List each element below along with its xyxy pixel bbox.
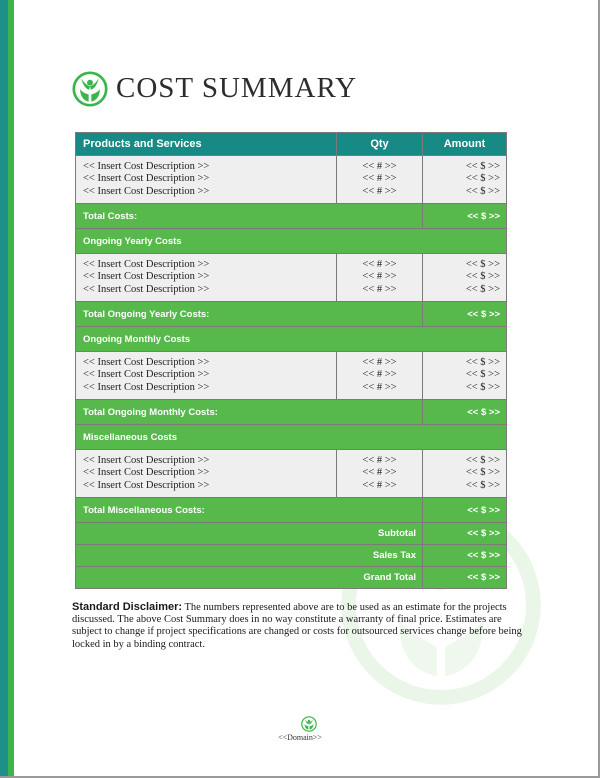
grand-total-row	[76, 567, 507, 589]
section-title: Ongoing Yearly Costs	[76, 229, 507, 254]
disclaimer-label: Standard Disclaimer:	[72, 601, 183, 613]
item-amount: << $ >>	[465, 283, 500, 295]
subtotal-label: Subtotal	[76, 523, 423, 545]
item-qty: << # >>	[362, 357, 397, 369]
sales-tax-label: Sales Tax	[76, 545, 423, 567]
total-label: Total Ongoing Yearly Costs:	[76, 302, 423, 327]
description-cell	[76, 156, 337, 204]
left-edge-accent	[8, 0, 14, 778]
item-qty: << # >>	[362, 259, 397, 271]
item-description: << Insert Cost Description >>	[83, 381, 210, 393]
item-description: << Insert Cost Description >>	[83, 259, 210, 271]
amount-cell	[423, 254, 507, 302]
total-label: Total Ongoing Monthly Costs:	[76, 400, 423, 425]
qty-cell	[337, 450, 423, 498]
total-label: Total Miscellaneous Costs:	[76, 498, 423, 523]
item-amount: << $ >>	[465, 357, 500, 369]
grand-total-label: Grand Total	[76, 567, 423, 589]
item-description: << Insert Cost Description >>	[83, 161, 210, 173]
total-costs-row	[76, 204, 507, 229]
subtotal-row	[76, 523, 507, 545]
header-qty: Qty	[337, 133, 423, 156]
total-label: Total Costs:	[76, 204, 423, 229]
section-header-row	[76, 229, 507, 254]
item-qty: << # >>	[362, 173, 397, 185]
description-cell	[76, 352, 337, 400]
item-qty: << # >>	[362, 271, 397, 283]
item-amount: << $ >>	[465, 185, 500, 197]
item-description: << Insert Cost Description >>	[83, 467, 210, 479]
qty-cell	[337, 156, 423, 204]
total-value: << $ >>	[423, 204, 507, 229]
section-title: Miscellaneous Costs	[76, 425, 507, 450]
cost-items-row	[76, 254, 507, 302]
amount-cell	[423, 450, 507, 498]
item-description: << Insert Cost Description >>	[83, 271, 210, 283]
section-title: Ongoing Monthly Costs	[76, 327, 507, 352]
description-cell	[76, 450, 337, 498]
item-amount: << $ >>	[465, 479, 500, 491]
item-qty: << # >>	[362, 479, 397, 491]
item-amount: << $ >>	[465, 161, 500, 173]
item-qty: << # >>	[362, 455, 397, 467]
item-amount: << $ >>	[465, 455, 500, 467]
company-logo-icon	[72, 71, 108, 107]
item-qty: << # >>	[362, 467, 397, 479]
item-description: << Insert Cost Description >>	[83, 357, 210, 369]
cost-items-row	[76, 156, 507, 204]
header-products-services: Products and Services	[76, 133, 337, 156]
cost-summary-table	[75, 132, 507, 589]
section-header-row	[76, 425, 507, 450]
item-amount: << $ >>	[465, 173, 500, 185]
item-amount: << $ >>	[465, 271, 500, 283]
item-qty: << # >>	[362, 185, 397, 197]
item-description: << Insert Cost Description >>	[83, 173, 210, 185]
item-qty: << # >>	[362, 381, 397, 393]
qty-cell	[337, 352, 423, 400]
item-description: << Insert Cost Description >>	[83, 369, 210, 381]
footer-domain: <<Domain>>	[278, 733, 322, 742]
item-qty: << # >>	[362, 161, 397, 173]
page-title: COST SUMMARY	[116, 72, 358, 104]
amount-cell	[423, 352, 507, 400]
cost-items-row	[76, 450, 507, 498]
sales-tax-value: << $ >>	[423, 545, 507, 567]
amount-cell	[423, 156, 507, 204]
total-miscellaneous-row	[76, 498, 507, 523]
qty-cell	[337, 254, 423, 302]
item-description: << Insert Cost Description >>	[83, 479, 210, 491]
item-amount: << $ >>	[465, 259, 500, 271]
total-monthly-row	[76, 400, 507, 425]
item-description: << Insert Cost Description >>	[83, 455, 210, 467]
table-header-row	[76, 133, 507, 156]
disclaimer-text: The numbers represented above are to be used as an estimate for the projects discussed. The above Cost Summary does in no way constitute a warranty of final price. Estimates are subject to change if project specifications are changed or costs for outsourced services change before being locked in by a binding contract.	[72, 602, 522, 650]
total-value: << $ >>	[423, 400, 507, 425]
item-description: << Insert Cost Description >>	[83, 283, 210, 295]
item-qty: << # >>	[362, 283, 397, 295]
item-amount: << $ >>	[465, 467, 500, 479]
total-yearly-row	[76, 302, 507, 327]
total-value: << $ >>	[423, 302, 507, 327]
sales-tax-row	[76, 545, 507, 567]
cost-items-row	[76, 352, 507, 400]
item-description: << Insert Cost Description >>	[83, 185, 210, 197]
item-qty: << # >>	[362, 369, 397, 381]
standard-disclaimer	[72, 601, 522, 651]
item-amount: << $ >>	[465, 381, 500, 393]
header-amount: Amount	[423, 133, 507, 156]
section-header-row	[76, 327, 507, 352]
item-amount: << $ >>	[465, 369, 500, 381]
total-value: << $ >>	[423, 498, 507, 523]
grand-total-value: << $ >>	[423, 567, 507, 589]
footer-logo-icon	[301, 716, 317, 732]
subtotal-value: << $ >>	[423, 523, 507, 545]
description-cell	[76, 254, 337, 302]
